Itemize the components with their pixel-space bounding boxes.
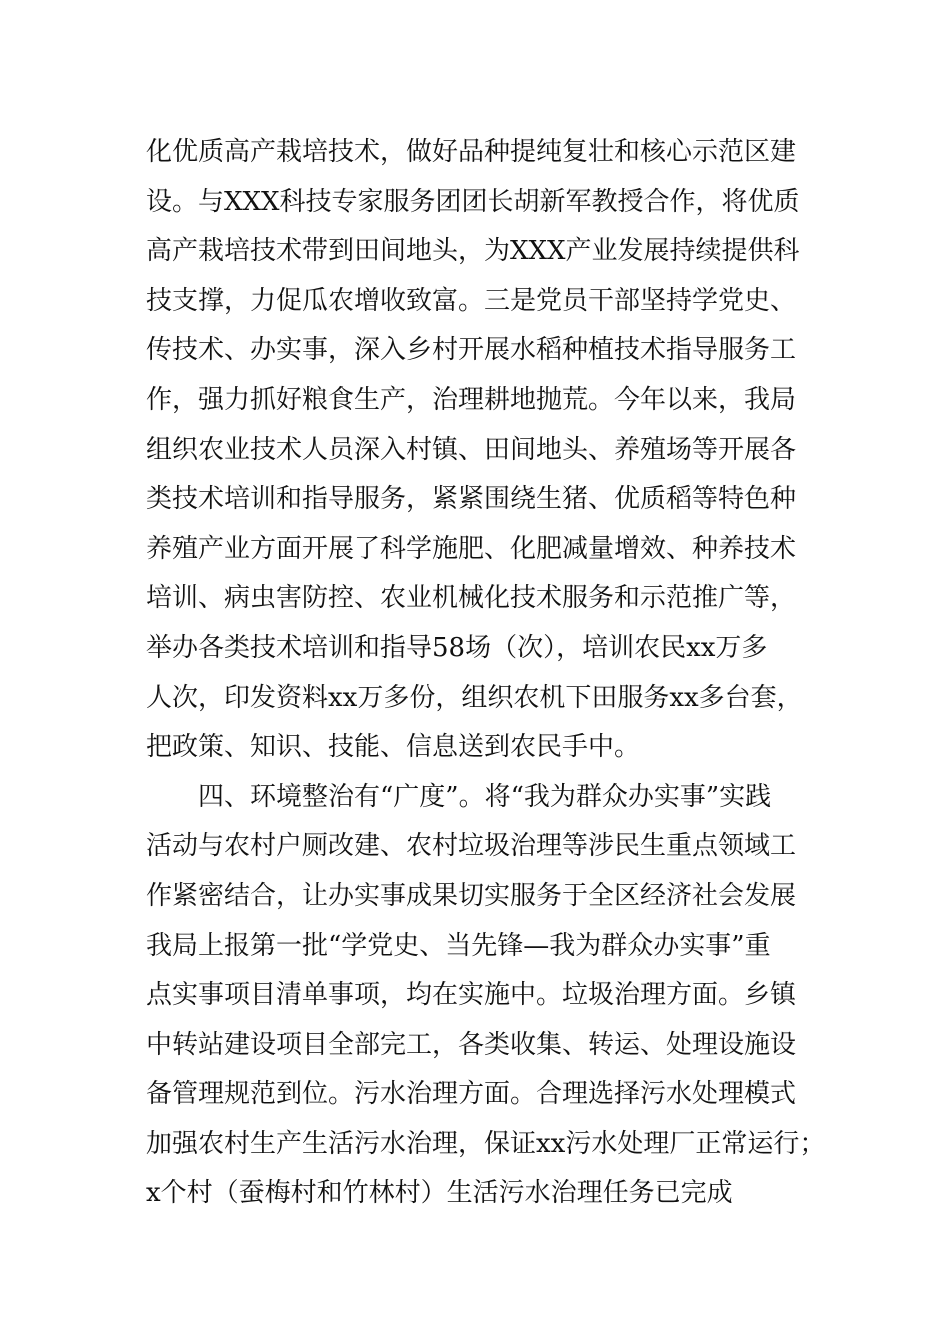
text-line: 组织农业技术人员深入村镇、田间地头、养殖场等开展各 <box>146 434 797 465</box>
paragraph-start-line: 四、环境整治有“广度”。将“我为群众办实事”实践 <box>146 781 772 812</box>
text-line: 高产栽培技术带到田间地头，为XXX产业发展持续提供科 <box>146 236 800 267</box>
text-line: 把政策、知识、技能、信息送到农民手中。 <box>146 732 641 763</box>
body-text <box>146 128 826 1219</box>
text-line: 培训、病虫害防控、农业机械化技术服务和示范推广等， <box>146 583 797 614</box>
text-line: 传技术、办实事，深入乡村开展水稻种植技术指导服务工 <box>146 335 797 366</box>
text-line: 中转站建设项目全部完工，各类收集、转运、处理设施设 <box>146 1029 797 1060</box>
text-line: 举办各类技术培训和指导58场（次），培训农民xx万多 <box>146 632 768 663</box>
text-line: x个村（蚕梅村和竹林村）生活污水治理任务已完成 <box>146 1178 733 1209</box>
text-line: 作，强力抓好粮食生产，治理耕地抛荒。今年以来，我局 <box>146 384 797 415</box>
text-line: 类技术培训和指导服务，紧紧围绕生猪、优质稻等特色种 <box>146 484 797 515</box>
text-line: 作紧密结合，让办实事成果切实服务于全区经济社会发展 <box>146 880 797 911</box>
text-line: 设。与XXX科技专家服务团团长胡新军教授合作，将优质 <box>146 186 800 217</box>
text-line: 养殖产业方面开展了科学施肥、化肥减量增效、种养技术 <box>146 533 797 564</box>
text-line: 化优质高产栽培技术，做好品种提纯复壮和核心示范区建 <box>146 137 797 167</box>
text-line: 加强农村生产生活污水治理，保证xx污水处理厂正常运行； <box>146 1128 826 1159</box>
text-line: 技支撑，力促瓜农增收致富。三是党员干部坚持学党史、 <box>146 285 797 316</box>
text-line: 备管理规范到位。污水治理方面。合理选择污水处理模式 <box>146 1079 797 1110</box>
text-line: 我局上报第一批“学党史、当先锋—我为群众办实事”重 <box>146 930 771 961</box>
text-line: 人次，印发资料xx万多份，组织农机下田服务xx多台套， <box>146 682 803 713</box>
text-line: 点实事项目清单事项，均在实施中。垃圾治理方面。乡镇 <box>146 980 797 1011</box>
text-line: 活动与农村户厕改建、农村垃圾治理等涉民生重点领域工 <box>146 831 797 862</box>
